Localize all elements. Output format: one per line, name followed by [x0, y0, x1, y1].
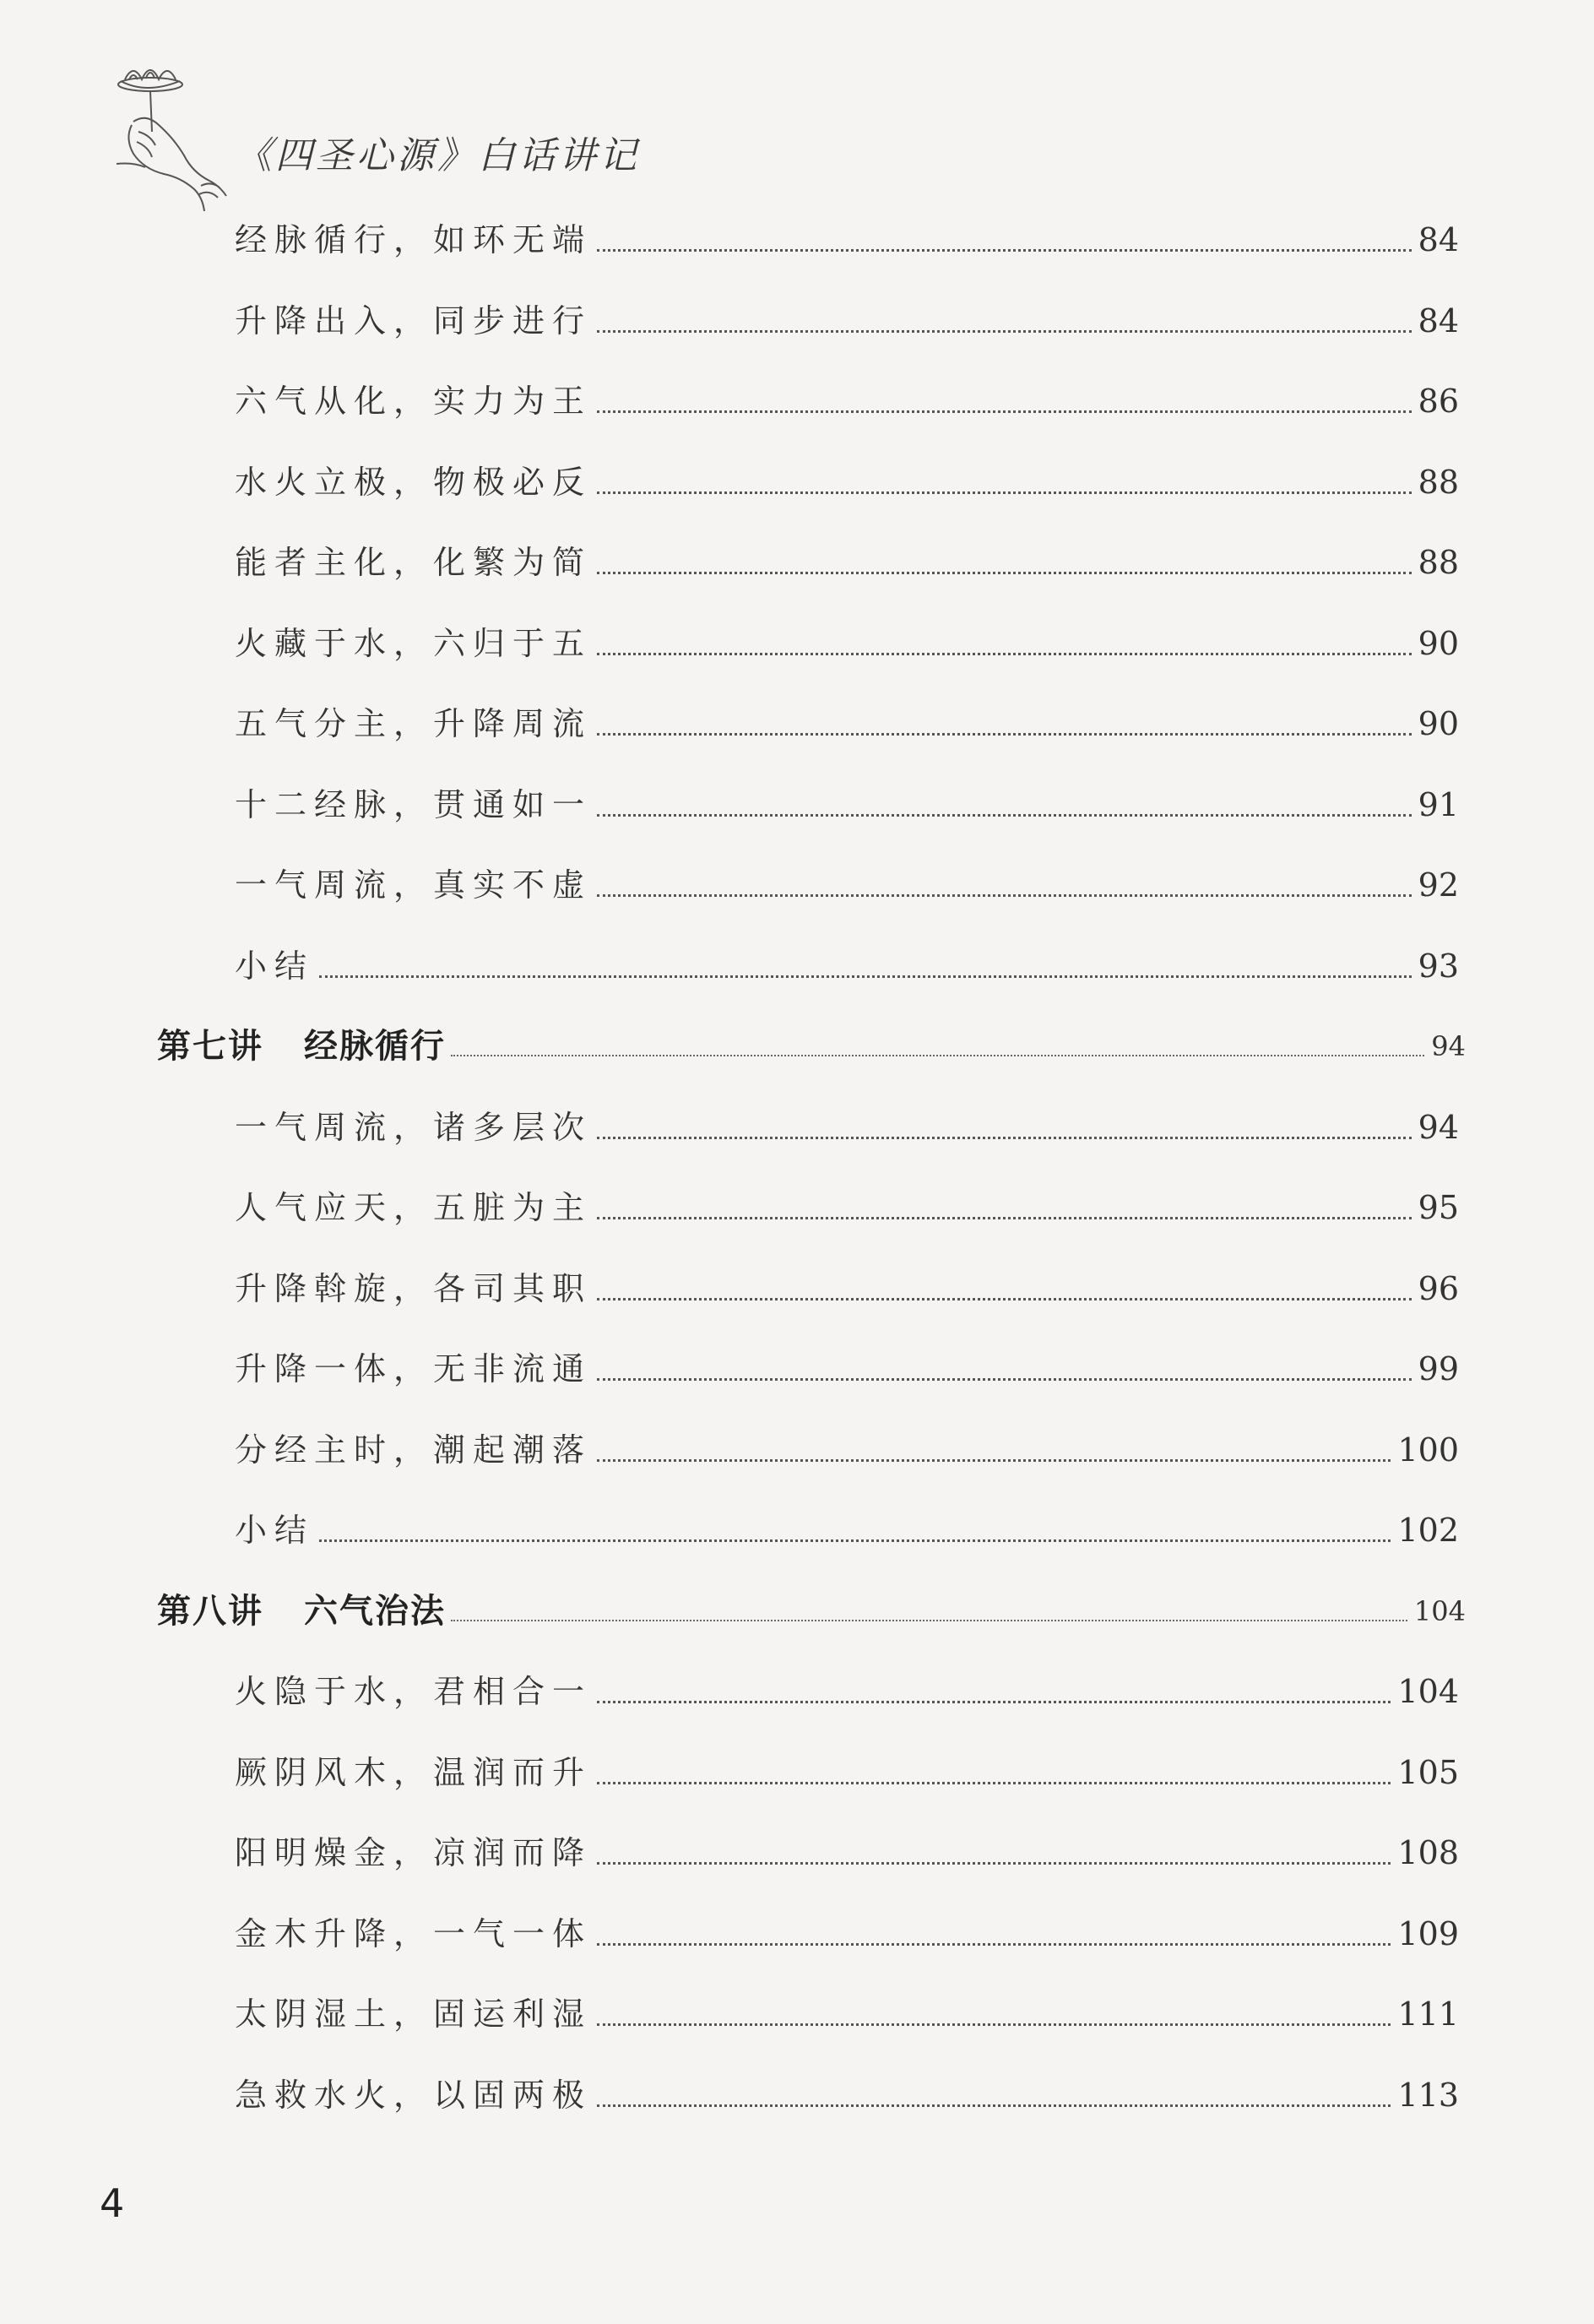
book-title: 《四圣心源》白话讲记: [235, 134, 640, 177]
toc-entry-label: 能者主化，化繁为简: [235, 544, 593, 581]
toc-page-number: 99: [1418, 1350, 1459, 1387]
toc-entry-row: [235, 781, 1459, 828]
toc-entry-label: 五气分主，升降周流: [235, 705, 593, 742]
toc-entry-row: [235, 942, 1459, 990]
dot-leader: [597, 1137, 1412, 1139]
toc-page-number: 86: [1418, 383, 1459, 420]
dot-leader: [597, 1862, 1391, 1865]
toc-entry-row: [235, 700, 1459, 747]
toc-entry-row: [235, 1265, 1459, 1312]
toc-entry-row: [235, 861, 1459, 909]
dot-leader: [597, 1701, 1391, 1703]
toc-page-number: 92: [1418, 866, 1459, 904]
toc-page-number: 104: [1397, 1673, 1459, 1710]
toc-entry-row: [235, 1345, 1459, 1393]
dot-leader: [597, 653, 1412, 655]
dot-leader: [597, 1298, 1412, 1300]
toc-entry-row: [235, 1990, 1459, 2038]
toc-page-number: 90: [1418, 705, 1459, 742]
toc-page-number: 96: [1418, 1269, 1459, 1307]
toc-entry-row: [235, 620, 1459, 667]
dot-leader: [597, 330, 1412, 333]
toc-chapter-number: 第七讲: [157, 1027, 263, 1066]
toc-entry-label: 十二经脉，贯通如一: [235, 785, 593, 823]
toc-entry-label: [157, 1588, 446, 1635]
toc-entry-label: 急救水火，以固两极: [235, 2076, 593, 2114]
dot-leader: [597, 1459, 1391, 1462]
toc-page-number: 93: [1418, 947, 1459, 985]
toc-page-number: 84: [1418, 301, 1459, 339]
toc-page-number: 104: [1413, 1594, 1466, 1627]
dot-leader: [597, 1782, 1391, 1784]
dot-leader: [451, 1055, 1424, 1056]
dot-leader: [597, 572, 1412, 574]
toc-chapter-title: 经脉循行: [304, 1027, 446, 1066]
toc-page-number: 105: [1397, 1753, 1459, 1791]
toc-entry-label: 分经主时，潮起潮落: [235, 1431, 593, 1469]
toc-entry-label: 升降一体，无非流通: [235, 1350, 593, 1387]
toc-page-number: 111: [1397, 1995, 1459, 2033]
dot-leader: [597, 1943, 1391, 1946]
toc-chapter-number: 第八讲: [157, 1591, 263, 1631]
toc-entry-label: 一气周流，诸多层次: [235, 1108, 593, 1146]
toc-entry-label: 水火立极，物极必反: [235, 463, 593, 501]
dot-leader: [597, 491, 1412, 494]
toc-entry-row: [235, 1426, 1459, 1474]
page-number: 4: [100, 2180, 125, 2226]
toc-chapter-row: [157, 1588, 1466, 1635]
toc-page-number: 84: [1418, 221, 1459, 258]
toc-entry-label: 人气应天，五脏为主: [235, 1189, 593, 1226]
toc-page-number: 88: [1418, 463, 1459, 501]
toc-entry-label: [157, 1023, 446, 1070]
toc-entry-label: 升降出入，同步进行: [235, 301, 593, 339]
dot-leader: [597, 2023, 1391, 2026]
toc-entry-row: [235, 216, 1459, 263]
toc-entry-label: 小结: [235, 947, 315, 985]
toc-entry-label: 太阴湿土，固运利湿: [235, 1995, 593, 2033]
dot-leader: [597, 249, 1412, 252]
toc-entry-row: [235, 377, 1459, 425]
toc-entry-row: [235, 1749, 1459, 1796]
toc-entry-row: [235, 1104, 1459, 1151]
toc-page-number: 88: [1418, 544, 1459, 581]
toc-entry-label: 金木升降，一气一体: [235, 1914, 593, 1952]
toc-page-number: 100: [1397, 1431, 1459, 1469]
toc-page-number: 94: [1431, 1030, 1466, 1062]
toc-entry-row: [235, 1184, 1459, 1231]
dot-leader: [597, 1217, 1412, 1219]
toc-entry-row: [235, 539, 1459, 586]
dot-leader: [597, 2104, 1391, 2107]
toc-entry-label: 小结: [235, 1512, 315, 1549]
toc-page-number: 94: [1418, 1108, 1459, 1146]
dot-leader: [597, 733, 1412, 736]
toc-page-number: 108: [1397, 1834, 1459, 1871]
toc-entry-row: [235, 1668, 1459, 1715]
toc-entry-row: [235, 1910, 1459, 1957]
dot-leader: [319, 975, 1412, 978]
dot-leader: [319, 1539, 1391, 1542]
toc-page-number: 95: [1418, 1189, 1459, 1226]
toc-entry-label: 厥阴风木，温润而升: [235, 1753, 593, 1791]
dot-leader: [597, 410, 1412, 413]
toc-page-number: 109: [1397, 1914, 1459, 1952]
toc-entry-label: 火藏于水，六归于五: [235, 624, 593, 662]
toc-entry-row: [235, 459, 1459, 506]
toc-page-number: 91: [1418, 785, 1459, 823]
toc-entry-label: 经脉循行，如环无端: [235, 221, 593, 258]
toc-page-number: 113: [1397, 2076, 1459, 2114]
toc-entry-row: [235, 1829, 1459, 1876]
toc-entry-label: 火隐于水，君相合一: [235, 1673, 593, 1710]
toc-chapter-title: 六气治法: [304, 1591, 446, 1631]
toc-entry-label: 阳明燥金，凉润而降: [235, 1834, 593, 1871]
toc-chapter-row: [157, 1023, 1466, 1070]
toc-entry-label: 六气从化，实力为王: [235, 383, 593, 420]
toc-entry-row: [235, 2072, 1459, 2119]
dot-leader: [597, 894, 1412, 897]
toc-entry-row: [235, 297, 1459, 345]
toc-entry-label: 一气周流，真实不虚: [235, 866, 593, 904]
toc-entry-row: [235, 1507, 1459, 1554]
dot-leader: [597, 814, 1412, 817]
toc-entry-label: 升降斡旋，各司其职: [235, 1269, 593, 1307]
dot-leader: [597, 1378, 1412, 1381]
toc-page-number: 102: [1397, 1512, 1459, 1549]
toc-page-number: 90: [1418, 624, 1459, 662]
dot-leader: [451, 1620, 1407, 1621]
